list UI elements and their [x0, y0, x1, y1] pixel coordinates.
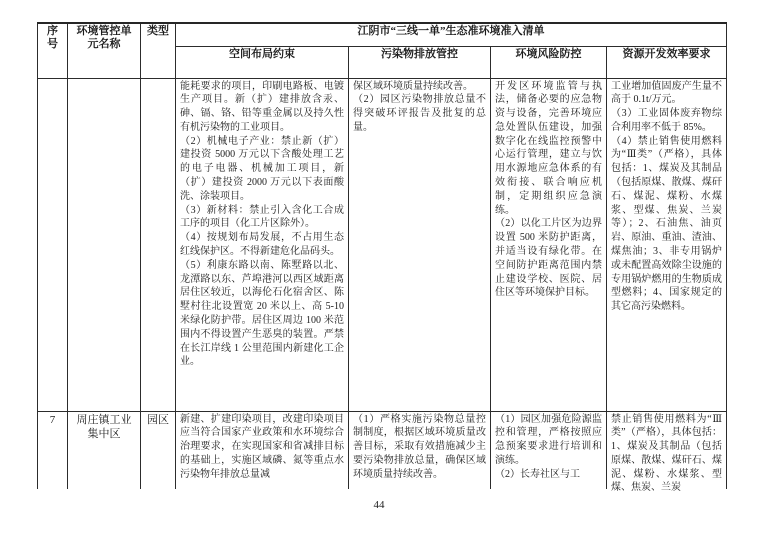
cell-unit-name: 周庄镇工业集中区	[68, 411, 141, 489]
cell-spatial-text: 新建、扩建印染项目，改建印染项目应当符合国家产业政策和水环境综合治理要求，在实现国家和省减排目标的基础上，实施区域磷、氮等重点水污染物年排放总量减	[180, 413, 344, 480]
header-index: 序号	[38, 23, 68, 78]
cell-resource-text: 工业增加值固废产生量不高于 0.1t/万元。 （3）工业固体废弃物综合利用率不低于 85%。 （4）禁止销售使用燃料为“Ⅲ类”（严格），具体包括：1、煤炭及其制品（包括原煤、散煤、煤矸石、煤泥、煤粉、水煤浆、型煤、焦炭、兰炭等）；2、石油焦、油页岩、原油、重油、渣油、煤焦油；3、非专用锅炉或未配置高效除尘设施的专用锅炉燃用的生物质成型燃料；4、国家规定的其它高污染燃料。	[611, 80, 722, 313]
cell-risk-text: （1）园区加强危险源监控和管理，严格按照应急预案要求进行培训和演练。 （2）长寿社区与工	[495, 413, 602, 480]
cell-pollutant	[349, 411, 491, 489]
header-pollutant: 污染物排放管控	[349, 46, 491, 78]
cell-type	[141, 78, 176, 411]
table-row	[38, 78, 727, 411]
cell-index	[38, 78, 68, 411]
cell-unit-name	[68, 78, 141, 411]
cell-spatial	[176, 411, 349, 489]
cell-risk-text: 开发区环境监管与执法，储备必要的应急物资与设备，完善环境应急处置队伍建设，加强数字化在线监控预警中心运行管理，建立与饮用水源地应急体系的有效衔接、联合响应机制，定期组织应急演练。 （2）以化工片区为边界设置 500 米防护距离，并适当设有绿化带。在空间防护距离范围内禁止建设学校、医院、居住区等环境保护目标。	[495, 80, 602, 299]
header-resource: 资源开发效率要求	[607, 46, 727, 78]
header-risk: 环境风险防控	[491, 46, 607, 78]
header-unit-name: 环境管控单元名称	[68, 23, 141, 78]
cell-risk	[491, 411, 607, 489]
cell-risk	[491, 78, 607, 411]
page-number: 44	[373, 499, 385, 511]
header-type: 类型	[141, 23, 176, 78]
cell-spatial	[176, 78, 349, 411]
header-spatial: 空间布局约束	[176, 46, 349, 78]
cell-pollutant-text: 保区域环境质量持续改善。 （2）园区污染物排放总量不得突破环评报告及批复的总量。	[353, 80, 486, 133]
cell-index: 7	[38, 411, 68, 489]
table-title: 江阴市“三线一单”生态准环境准入清单	[176, 23, 727, 46]
access-list-table	[37, 22, 727, 494]
header-row-title	[38, 23, 727, 46]
cell-pollutant-text: （1）严格实施污染物总量控制制度，根据区域环境质量改善目标，采取有效措施减少主要污染物排放总量，确保区域环境质量持续改善。	[353, 413, 486, 480]
cell-resource-text: 禁止销售使用燃料为“Ⅲ类”（严格），具体包括：1、煤炭及其制品（包括原煤、散煤、煤矸石、煤泥、煤粉、水煤浆、型煤、焦炭、兰炭	[611, 413, 722, 494]
cell-spatial-text: 能耗要求的项目，印刷电路板、电镀生产项目。新（扩）建排放含汞、砷、镉、铬、铅等重金属以及持久性有机污染物的工业项目。 （2）机械电子产业：禁止新（扩）建投资 5000 万元以下含酸处理工艺的电子电器、机械加工项目，新（扩）建投资 2000 万元以下表面酸洗、涂装项目。 （3）新材料：禁止引入含化工合成工序的项目（化工片区除外）。 （4）按规划布局发展，不占用生态红线保护区。不得新建危化品码头。 （5）利康东路以南、陈墅路以北、龙潭路以东、芦埠港河以西区域距离居住区较近，以海伦石化宿舍区、陈墅村往北设置宽 20 米以上、高 5-10 米绿化防护带。居住区周边 100 米范围内不得设置产生恶臭的装置。严禁在长江岸线 1 公里范围内新建化工企业。	[180, 80, 344, 368]
table-row	[38, 411, 727, 489]
cell-resource	[607, 78, 727, 411]
cell-pollutant	[349, 78, 491, 411]
cell-resource	[607, 411, 727, 494]
cell-type: 园区	[141, 411, 176, 489]
